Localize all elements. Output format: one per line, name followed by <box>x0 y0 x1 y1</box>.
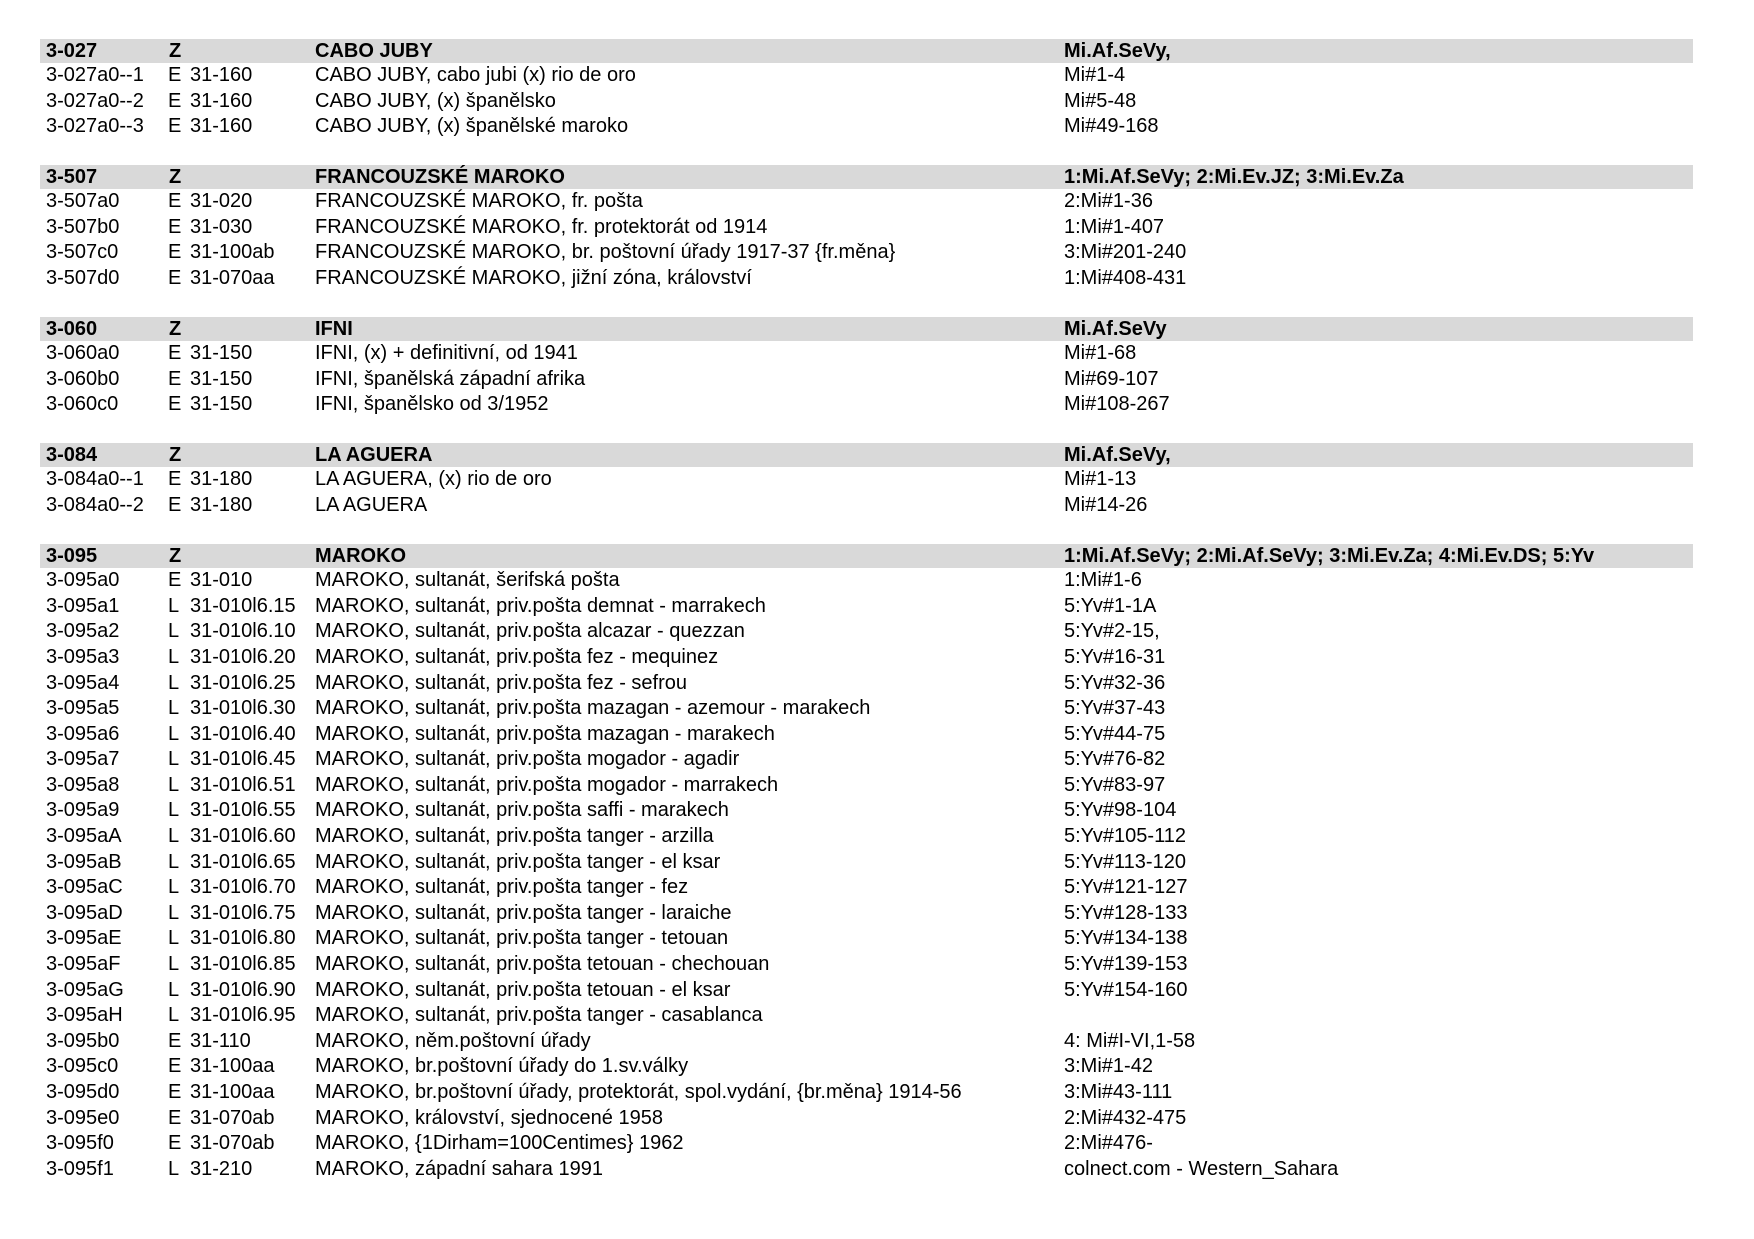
row-type: E <box>168 215 182 238</box>
row-reference: 31-160 <box>190 115 253 138</box>
country-section <box>40 317 1693 418</box>
row-catalog: Mi#49-168 <box>1064 115 1159 138</box>
row-name: FRANCOUZSKÉ MAROKO, fr. protektorát od 1914 <box>315 215 768 238</box>
row-name: LA AGUERA, (x) rio de oro <box>315 468 552 491</box>
row-catalog: 5:Yv#134-138 <box>1064 927 1188 950</box>
row-code: 3-084a0--2 <box>46 494 144 517</box>
row-code: 3-095a1 <box>46 594 120 617</box>
table-row <box>40 114 1693 140</box>
row-catalog: Mi#69-107 <box>1064 367 1159 390</box>
row-name: FRANCOUZSKÉ MAROKO, fr. pošta <box>315 190 643 213</box>
row-catalog: 1:Mi#408-431 <box>1064 267 1187 290</box>
section-name: CABO JUBY <box>315 40 433 62</box>
row-type: E <box>168 115 182 138</box>
row-code: 3-027a0--1 <box>46 64 144 86</box>
row-reference: 31-010l6.80 <box>190 927 296 950</box>
row-code: 3-060c0 <box>46 393 119 416</box>
section-code: 3-507 <box>46 166 98 189</box>
row-reference: 31-010l6.95 <box>190 1004 296 1027</box>
row-catalog: 5:Yv#113-120 <box>1064 850 1186 873</box>
row-code: 3-095a3 <box>46 645 120 668</box>
row-reference: 31-180 <box>190 468 253 491</box>
table-row <box>40 1003 1693 1029</box>
row-name: LA AGUERA <box>315 494 428 517</box>
section-catalog: 1:Mi.Af.SeVy; 2:Mi.Ev.JZ; 3:Mi.Ev.Za <box>1064 166 1404 189</box>
row-reference: 31-020 <box>190 190 253 213</box>
row-name: MAROKO, sultanát, priv.pošta demnat - marrakech <box>315 594 766 617</box>
table-row <box>40 266 1693 292</box>
table-row <box>40 568 1693 594</box>
table-row <box>40 367 1693 393</box>
row-type: L <box>168 671 180 694</box>
table-row <box>40 1080 1693 1106</box>
row-type: L <box>168 927 180 950</box>
row-catalog: 2:Mi#1-36 <box>1064 190 1153 213</box>
row-reference: 31-100ab <box>190 241 275 264</box>
table-row <box>40 594 1693 620</box>
row-code: 3-095f1 <box>46 1157 114 1180</box>
row-code: 3-095a4 <box>46 671 120 694</box>
row-reference: 31-110 <box>190 1029 251 1052</box>
section-type: Z <box>169 40 182 62</box>
row-catalog: 5:Yv#32-36 <box>1064 671 1166 694</box>
table-row <box>40 747 1693 773</box>
section-header-row <box>40 443 1693 467</box>
row-reference: 31-010l6.85 <box>190 953 296 976</box>
row-code: 3-060a0 <box>46 342 120 365</box>
row-catalog: 3:Mi#201-240 <box>1064 241 1187 264</box>
row-type: E <box>168 367 182 390</box>
row-name: MAROKO, sultanát, priv.pošta mazagan - azemour - marakech <box>315 697 871 720</box>
row-code: 3-095aH <box>46 1004 123 1027</box>
section-type: Z <box>169 444 182 467</box>
section-catalog: 1:Mi.Af.SeVy; 2:Mi.Af.SeVy; 3:Mi.Ev.Za; 4:Mi.Ev.DS; 5:Yv <box>1064 545 1595 568</box>
row-type: E <box>168 64 182 86</box>
row-catalog: 2:Mi#432-475 <box>1064 1106 1187 1129</box>
row-name: MAROKO, sultanát, priv.pošta mogador - marrakech <box>315 773 779 796</box>
row-code: 3-507b0 <box>46 215 120 238</box>
table-row <box>40 1054 1693 1080</box>
row-reference: 31-010l6.30 <box>190 697 296 720</box>
row-name: MAROKO, sultanát, priv.pošta tanger - el ksar <box>315 850 721 873</box>
row-catalog: 1:Mi#1-407 <box>1064 215 1165 238</box>
row-reference: 31-010l6.10 <box>190 620 296 643</box>
row-type: L <box>168 594 180 617</box>
section-code: 3-027 <box>46 40 98 62</box>
row-type: L <box>168 901 180 924</box>
table-row <box>40 798 1693 824</box>
row-name: MAROKO, sultanát, priv.pošta tanger - fez <box>315 876 689 899</box>
table-row <box>40 901 1693 927</box>
table-row <box>40 696 1693 722</box>
row-reference: 31-100aa <box>190 1055 275 1078</box>
row-name: MAROKO, sultanát, priv.pošta tanger - casablanca <box>315 1004 763 1027</box>
row-type: L <box>168 799 180 822</box>
row-code: 3-027a0--3 <box>46 115 144 138</box>
row-code: 3-095c0 <box>46 1055 119 1078</box>
row-code: 3-095a0 <box>46 569 120 592</box>
row-reference: 31-010l6.65 <box>190 850 296 873</box>
row-code: 3-507c0 <box>46 241 119 264</box>
row-code: 3-095aE <box>46 927 122 950</box>
row-reference: 31-010l6.45 <box>190 748 296 771</box>
row-name: MAROKO, {1Dirham=100Centimes} 1962 <box>315 1132 684 1155</box>
row-code: 3-095a6 <box>46 722 120 745</box>
row-catalog: Mi#1-13 <box>1064 468 1137 491</box>
section-name: IFNI <box>315 318 353 341</box>
table-row <box>40 341 1693 367</box>
row-name: MAROKO, sultanát, priv.pošta saffi - marakech <box>315 799 729 822</box>
row-code: 3-095aC <box>46 876 123 899</box>
row-reference: 31-010l6.70 <box>190 876 296 899</box>
row-reference: 31-160 <box>190 64 253 86</box>
table-row <box>40 645 1693 671</box>
row-name: MAROKO, západní sahara 1991 <box>315 1157 603 1180</box>
row-name: MAROKO, sultanát, priv.pošta fez - mequinez <box>315 645 719 668</box>
row-type: L <box>168 697 180 720</box>
row-code: 3-084a0--1 <box>46 468 144 491</box>
row-type: L <box>168 1157 180 1180</box>
row-code: 3-507a0 <box>46 190 120 213</box>
row-catalog: 1:Mi#1-6 <box>1064 569 1142 592</box>
row-type: E <box>168 494 182 517</box>
row-name: MAROKO, sultanát, priv.pošta fez - sefrou <box>315 671 687 694</box>
table-row <box>40 1157 1693 1183</box>
section-header-row <box>40 544 1693 568</box>
row-type: L <box>168 825 180 848</box>
row-name: MAROKO, království, sjednocené 1958 <box>315 1106 663 1129</box>
table-row <box>40 952 1693 978</box>
row-type: L <box>168 620 180 643</box>
row-reference: 31-010l6.55 <box>190 799 296 822</box>
row-name: IFNI, španělská západní afrika <box>315 367 586 390</box>
table-row <box>40 926 1693 952</box>
row-reference: 31-070ab <box>190 1106 275 1129</box>
row-code: 3-095a5 <box>46 697 120 720</box>
table-row <box>40 63 1693 89</box>
row-catalog: 4: Mi#I-VI,1-58 <box>1064 1029 1196 1052</box>
row-code: 3-095e0 <box>46 1106 120 1129</box>
table-row <box>40 722 1693 748</box>
row-code: 3-027a0--2 <box>46 89 144 112</box>
row-code: 3-095aD <box>46 901 123 924</box>
section-code: 3-084 <box>46 444 98 467</box>
row-reference: 31-150 <box>190 393 253 416</box>
row-reference: 31-010 <box>190 569 253 592</box>
row-name: MAROKO, sultanát, priv.pošta mazagan - marakech <box>315 722 775 745</box>
row-name: CABO JUBY, cabo jubi (x) rio de oro <box>315 64 636 86</box>
row-type: L <box>168 978 180 1001</box>
section-name: LA AGUERA <box>315 444 433 467</box>
catalog-sheet <box>40 39 1693 1208</box>
row-reference: 31-150 <box>190 342 253 365</box>
row-reference: 31-010l6.15 <box>190 594 296 617</box>
table-row <box>40 392 1693 418</box>
row-reference: 31-010l6.51 <box>190 773 296 796</box>
table-row <box>40 773 1693 799</box>
row-code: 3-095f0 <box>46 1132 114 1155</box>
table-row <box>40 1131 1693 1157</box>
row-catalog: Mi#14-26 <box>1064 494 1148 517</box>
section-code: 3-060 <box>46 318 98 341</box>
row-type: E <box>168 190 182 213</box>
row-catalog: 5:Yv#105-112 <box>1064 825 1186 848</box>
row-type: E <box>168 1081 182 1103</box>
row-catalog: 3:Mi#43-111 <box>1064 1081 1173 1103</box>
row-name: MAROKO, něm.poštovní úřady <box>315 1029 591 1052</box>
row-reference: 31-070aa <box>190 267 275 290</box>
country-section <box>40 165 1693 291</box>
row-catalog: 5:Yv#37-43 <box>1064 697 1166 720</box>
row-code: 3-060b0 <box>46 367 120 390</box>
row-name: MAROKO, br.poštovní úřady do 1.sv.války <box>315 1055 689 1078</box>
row-type: L <box>168 876 180 899</box>
country-section <box>40 443 1693 518</box>
country-section <box>40 544 1693 1182</box>
row-name: IFNI, španělsko od 3/1952 <box>315 393 549 416</box>
row-catalog: 5:Yv#44-75 <box>1064 722 1166 745</box>
row-reference: 31-010l6.60 <box>190 825 296 848</box>
row-type: L <box>168 722 180 745</box>
row-catalog: 5:Yv#128-133 <box>1064 901 1188 924</box>
row-reference: 31-100aa <box>190 1081 275 1103</box>
row-type: L <box>168 748 180 771</box>
table-row <box>40 671 1693 697</box>
row-type: L <box>168 645 180 668</box>
table-row <box>40 850 1693 876</box>
row-code: 3-095d0 <box>46 1081 120 1103</box>
row-catalog: Mi#5-48 <box>1064 89 1137 112</box>
row-type: E <box>168 267 182 290</box>
table-row <box>40 875 1693 901</box>
row-type: E <box>168 89 182 112</box>
table-row <box>40 467 1693 493</box>
row-reference: 31-160 <box>190 89 253 112</box>
row-reference: 31-070ab <box>190 1132 275 1155</box>
row-reference: 31-010l6.90 <box>190 978 296 1001</box>
row-name: MAROKO, sultanát, priv.pošta tanger - laraiche <box>315 901 732 924</box>
section-catalog: Mi.Af.SeVy <box>1064 318 1167 341</box>
table-row <box>40 1106 1693 1132</box>
row-code: 3-095a8 <box>46 773 120 796</box>
row-name: MAROKO, sultanát, priv.pošta tetouan - chechouan <box>315 953 770 976</box>
row-name: CABO JUBY, (x) španělské maroko <box>315 115 629 138</box>
row-code: 3-095a7 <box>46 748 120 771</box>
section-catalog: Mi.Af.SeVy, <box>1064 40 1171 62</box>
row-code: 3-095aF <box>46 953 121 976</box>
row-type: L <box>168 1004 180 1027</box>
row-name: IFNI, (x) + definitivní, od 1941 <box>315 342 578 365</box>
row-catalog: 5:Yv#76-82 <box>1064 748 1166 771</box>
row-code: 3-095a2 <box>46 620 120 643</box>
row-catalog: 3:Mi#1-42 <box>1064 1055 1153 1078</box>
row-type: L <box>168 850 180 873</box>
row-reference: 31-210 <box>190 1157 253 1180</box>
row-catalog: 5:Yv#2-15, <box>1064 620 1160 643</box>
row-catalog: 5:Yv#16-31 <box>1064 645 1166 668</box>
row-reference: 31-030 <box>190 215 253 238</box>
row-type: E <box>168 569 182 592</box>
row-type: L <box>168 773 180 796</box>
row-type: E <box>168 1055 182 1078</box>
table-row <box>40 619 1693 645</box>
row-catalog: 5:Yv#154-160 <box>1064 978 1188 1001</box>
section-type: Z <box>169 318 182 341</box>
section-header-row <box>40 317 1693 341</box>
row-type: E <box>168 468 182 491</box>
row-reference: 31-010l6.40 <box>190 722 296 745</box>
row-catalog: 5:Yv#98-104 <box>1064 799 1177 822</box>
row-catalog: 5:Yv#1-1A <box>1064 594 1157 617</box>
table-row <box>40 493 1693 519</box>
section-name: MAROKO <box>315 545 407 568</box>
section-header-row <box>40 165 1693 189</box>
row-reference: 31-180 <box>190 494 253 517</box>
row-code: 3-507d0 <box>46 267 120 290</box>
section-code: 3-095 <box>46 545 98 568</box>
row-type: E <box>168 1029 182 1052</box>
row-type: E <box>168 393 182 416</box>
row-catalog: 5:Yv#83-97 <box>1064 773 1166 796</box>
row-code: 3-095aA <box>46 825 122 848</box>
row-type: E <box>168 1106 182 1129</box>
row-catalog: 5:Yv#139-153 <box>1064 953 1188 976</box>
row-code: 3-095aB <box>46 850 122 873</box>
row-type: E <box>168 241 182 264</box>
row-type: E <box>168 342 182 365</box>
row-name: FRANCOUZSKÉ MAROKO, jižní zóna, království <box>315 267 752 290</box>
row-name: MAROKO, sultanát, šerifská pošta <box>315 569 620 592</box>
row-code: 3-095a9 <box>46 799 120 822</box>
row-catalog: 2:Mi#476- <box>1064 1132 1153 1155</box>
row-catalog: Mi#1-4 <box>1064 64 1126 86</box>
table-row <box>40 215 1693 241</box>
country-section <box>40 39 1693 140</box>
table-row <box>40 89 1693 115</box>
row-reference: 31-010l6.25 <box>190 671 296 694</box>
row-name: MAROKO, br.poštovní úřady, protektorát, spol.vydání, {br.měna} 1914-56 <box>315 1081 962 1103</box>
row-name: MAROKO, sultanát, priv.pošta mogador - agadir <box>315 748 740 771</box>
row-catalog: Mi#108-267 <box>1064 393 1170 416</box>
table-row <box>40 189 1693 215</box>
row-code: 3-095b0 <box>46 1029 120 1052</box>
row-reference: 31-150 <box>190 367 253 390</box>
row-name: MAROKO, sultanát, priv.pošta alcazar - quezzan <box>315 620 745 643</box>
row-name: MAROKO, sultanát, priv.pošta tanger - arzilla <box>315 825 714 848</box>
section-type: Z <box>169 166 182 189</box>
row-catalog: 5:Yv#121-127 <box>1064 876 1188 899</box>
table-row <box>40 1029 1693 1055</box>
table-row <box>40 978 1693 1004</box>
table-row <box>40 240 1693 266</box>
row-catalog: colnect.com - Western_Sahara <box>1064 1157 1339 1180</box>
row-name: MAROKO, sultanát, priv.pošta tanger - tetouan <box>315 927 729 950</box>
section-header-row <box>40 39 1693 63</box>
section-catalog: Mi.Af.SeVy, <box>1064 444 1171 467</box>
section-name: FRANCOUZSKÉ MAROKO <box>315 166 565 189</box>
table-row <box>40 824 1693 850</box>
row-catalog: Mi#1-68 <box>1064 342 1137 365</box>
row-code: 3-095aG <box>46 978 124 1001</box>
row-type: E <box>168 1132 182 1155</box>
row-type: L <box>168 953 180 976</box>
row-reference: 31-010l6.20 <box>190 645 296 668</box>
row-name: CABO JUBY, (x) španělsko <box>315 89 556 112</box>
row-name: MAROKO, sultanát, priv.pošta tetouan - el ksar <box>315 978 731 1001</box>
row-name: FRANCOUZSKÉ MAROKO, br. poštovní úřady 1917-37 {fr.měna} <box>315 241 896 264</box>
row-reference: 31-010l6.75 <box>190 901 296 924</box>
section-type: Z <box>169 545 182 568</box>
